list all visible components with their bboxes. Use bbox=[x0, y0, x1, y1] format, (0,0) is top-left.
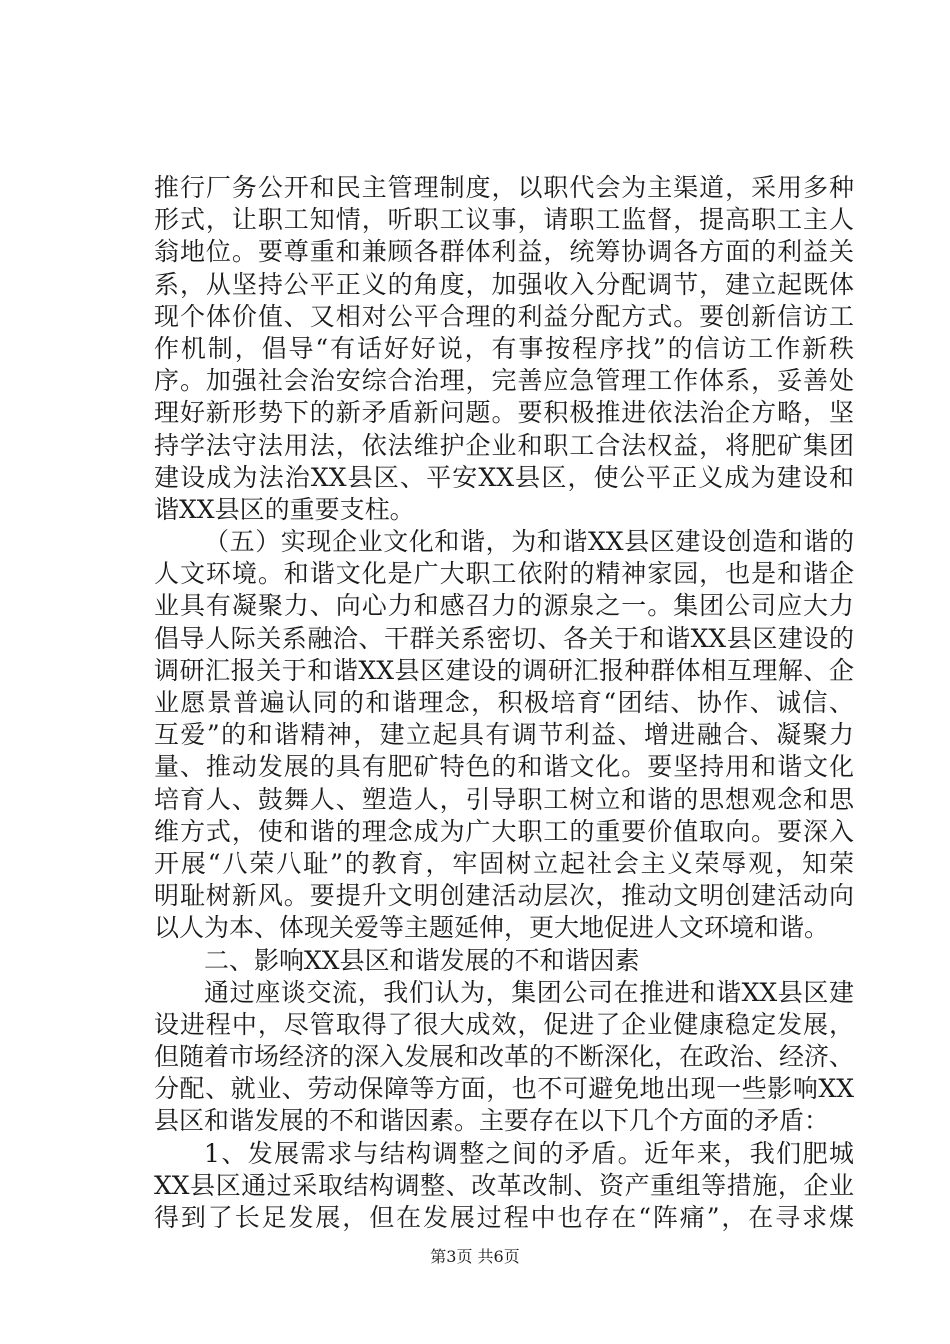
text-line: （五）实现企业文化和谐，为和谐XX县区建设创造和谐的 bbox=[204, 527, 854, 557]
text-line: 明耻树新风。要提升文明创建活动层次，推动文明创建活动向 bbox=[154, 881, 854, 911]
text-line: 推行厂务公开和民主管理制度，以职代会为主渠道，采用多种 bbox=[154, 173, 854, 202]
text-line: 调研汇报关于和谐XX县区建设的调研汇报种群体相互理解、企 bbox=[154, 655, 854, 685]
text-line: 持学法守法用法，依法维护企业和职工合法权益，将肥矿集团 bbox=[154, 430, 854, 460]
text-line: 互爱”的和谐精神，建立起具有调节利益、增进融合、凝聚力 bbox=[154, 720, 854, 750]
text-line: 得到了长足发展，但在发展过程中也存在“阵痛”，在寻求煤 bbox=[154, 1203, 854, 1232]
text-line: 设进程中，尽管取得了很大成效，促进了企业健康稳定发展， bbox=[154, 1009, 854, 1039]
text-line: 人文环境。和谐文化是广大职工依附的精神家园，也是和谐企 bbox=[154, 559, 854, 589]
text-line: 翁地位。要尊重和兼顾各群体利益，统筹协调各方面的利益关 bbox=[154, 237, 854, 267]
text-line: 理好新形势下的新矛盾新问题。要积极推进依法治企方略，坚 bbox=[154, 398, 854, 428]
text-line: 谐XX县区的重要支柱。 bbox=[154, 494, 415, 524]
text-line: XX县区通过采取结构调整、改革改制、资产重组等措施，企业 bbox=[154, 1170, 854, 1200]
text-line: 1、发展需求与结构调整之间的矛盾。近年来，我们肥城 bbox=[204, 1138, 854, 1168]
text-line: 形式，让职工知情，听职工议事，请职工监督，提高职工主人 bbox=[154, 205, 854, 235]
text-line: 但随着市场经济的深入发展和改革的不断深化，在政治、经济、 bbox=[154, 1042, 854, 1072]
text-line: 作机制，倡导“有话好好说，有事按程序找”的信访工作新秩 bbox=[154, 333, 854, 363]
text-line: 业具有凝聚力、向心力和感召力的源泉之一。集团公司应大力 bbox=[154, 591, 854, 621]
text-line: 以人为本、体现关爱等主题延伸，更大地促进人文环境和谐。 bbox=[154, 913, 830, 943]
text-line: 分配、就业、劳动保障等方面，也不可避免地出现一些影响XX bbox=[154, 1074, 854, 1104]
text-line: 通过座谈交流，我们认为，集团公司在推进和谐XX县区建 bbox=[204, 977, 854, 1007]
page-footer: 第3页 共6页 bbox=[430, 1247, 520, 1266]
text-line: 业愿景普遍认同的和谐理念，积极培育“团结、协作、诚信、 bbox=[154, 688, 854, 717]
text-line: 开展“八荣八耻”的教育，牢固树立起社会主义荣辱观，知荣 bbox=[154, 848, 854, 878]
text-line: 量、推动发展的具有肥矿特色的和谐文化。要坚持用和谐文化 bbox=[154, 752, 854, 782]
text-line: 县区和谐发展的不和谐因素。主要存在以下几个方面的矛盾： bbox=[154, 1106, 830, 1136]
text-line: 倡导人际关系融洽、干群关系密切、各关于和谐XX县区建设的 bbox=[154, 623, 854, 653]
text-line: 系，从坚持公平正义的角度，加强收入分配调节，建立起既体 bbox=[154, 269, 854, 299]
text-line: 维方式，使和谐的理念成为广大职工的重要价值取向。要深入 bbox=[154, 816, 854, 846]
document-body bbox=[154, 172, 854, 1234]
text-line: 序。加强社会治安综合治理，完善应急管理工作体系，妥善处 bbox=[154, 366, 854, 396]
text-line: 现个体价值、又相对公平合理的利益分配方式。要创新信访工 bbox=[154, 301, 854, 331]
text-line: 建设成为法治XX县区、平安XX县区，使公平正义成为建设和 bbox=[154, 462, 854, 492]
text-line: 培育人、鼓舞人、塑造人，引导职工树立和谐的思想观念和思 bbox=[154, 784, 854, 814]
text-line: 二、影响XX县区和谐发展的不和谐因素 bbox=[204, 945, 640, 975]
